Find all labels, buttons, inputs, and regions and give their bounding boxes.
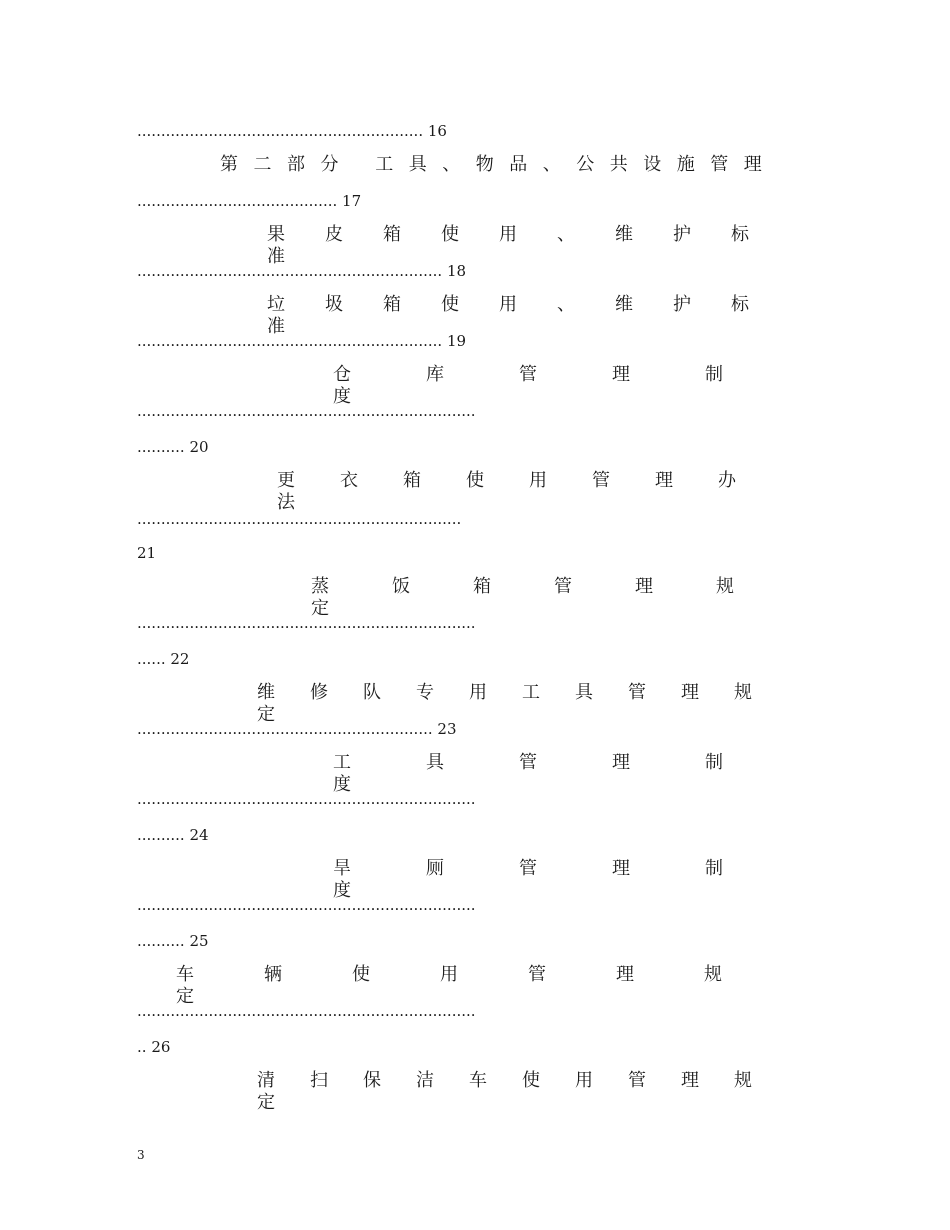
toc-page-number: 24 bbox=[189, 826, 209, 844]
toc-leader-dots: ................................................................ 18 bbox=[137, 262, 467, 280]
toc-page-number: 18 bbox=[446, 262, 467, 280]
toc-leader-dots: ....................................................................... bbox=[137, 402, 476, 420]
toc-leader-dots: .............................................................. 23 bbox=[137, 720, 457, 738]
toc-entry-title: 第二部分 工具、物品、公共设施管理 bbox=[220, 154, 778, 175]
toc-page-number: 16 bbox=[427, 122, 447, 140]
toc-page-number: 23 bbox=[437, 720, 457, 738]
toc-entry-title: 维修队专用工具管理规定 bbox=[257, 682, 787, 725]
toc-leader-dots: ............................................................ 16 bbox=[137, 122, 447, 140]
toc-entry-title: 仓库管理制度 bbox=[333, 364, 798, 407]
toc-leader-dots: ................................................................ 19 bbox=[137, 332, 467, 350]
toc-entry-title: 车辆使用管理规定 bbox=[176, 964, 792, 1007]
toc-page-number: 25 bbox=[189, 932, 209, 950]
toc-page-number: 17 bbox=[342, 192, 362, 210]
toc-leader-dots: .......................................... 17 bbox=[137, 192, 362, 210]
toc-entry-title: 清扫保洁车使用管理规定 bbox=[257, 1070, 787, 1113]
toc-entry-title: 垃圾箱使用、维护标准 bbox=[267, 294, 789, 337]
toc-leader-dots: .................................................................... bbox=[137, 510, 462, 528]
toc-leader-dots: ....................................................................... bbox=[137, 614, 476, 632]
toc-leader-dots: ....................................................................... bbox=[137, 1002, 476, 1020]
toc-entry-title: 工具管理制度 bbox=[333, 752, 798, 795]
toc-entry-title: 果皮箱使用、维护标准 bbox=[267, 224, 789, 267]
toc-leader-dots: .......... 20 bbox=[137, 438, 209, 456]
toc-leader-dots: ....................................................................... bbox=[137, 790, 476, 808]
toc-entry-title: 蒸饭箱管理规定 bbox=[311, 576, 797, 619]
toc-page-number: 20 bbox=[189, 438, 209, 456]
toc-leader-dots: ....................................................................... bbox=[137, 896, 476, 914]
toc-leader-dots: .......... 24 bbox=[137, 826, 209, 844]
toc-entry-title: 更衣箱使用管理办法 bbox=[277, 470, 781, 513]
toc-leader-dots: .. 26 bbox=[137, 1038, 171, 1056]
toc-page-number: 19 bbox=[446, 332, 467, 350]
toc-page-number: 26 bbox=[151, 1038, 171, 1056]
toc-entry-title: 旱厕管理制度 bbox=[333, 858, 798, 901]
toc-leader-dots: ...... 22 bbox=[137, 650, 190, 668]
toc-leader-dots: .......... 25 bbox=[137, 932, 209, 950]
toc-page-number: 22 bbox=[170, 650, 190, 668]
page-footer-number: 3 bbox=[137, 1148, 145, 1162]
toc-page-number: 21 bbox=[137, 544, 157, 562]
